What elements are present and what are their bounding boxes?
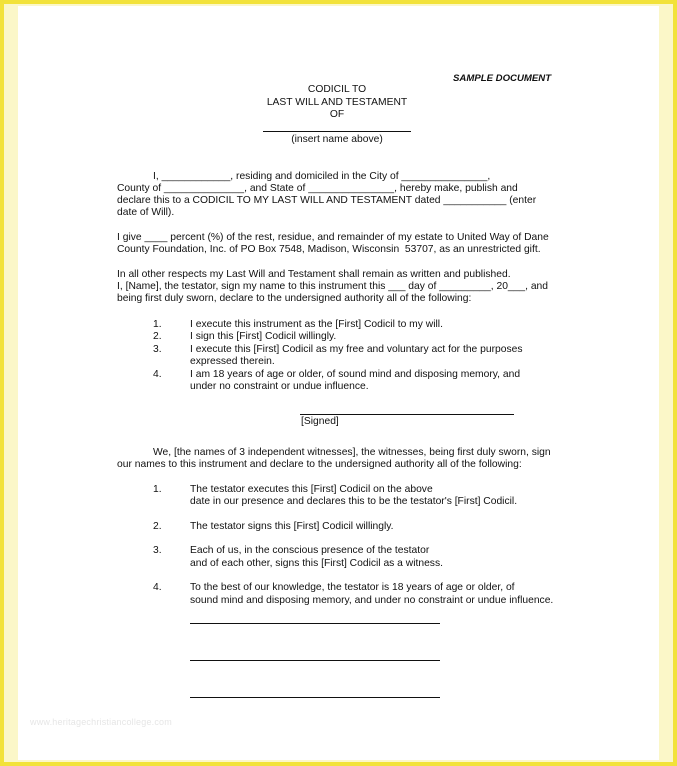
list-item-text: I sign this [First] Codicil willingly. — [190, 331, 337, 342]
intro-line-3: declare this to a CODICIL TO MY LAST WILL AND TESTAMENT dated ___________ (enter — [117, 195, 537, 206]
list-item-number: 1. — [153, 319, 162, 330]
witness-intro-line-2: our names to this instrument and declare to the undersigned authority all of the following: — [117, 459, 522, 470]
list-item-text: I execute this instrument as the [First] Codicil to my will. — [190, 319, 443, 330]
list-item-text: under no constraint or undue influence. — [190, 381, 369, 392]
list-item-text: The testator signs this [First] Codicil willingly. — [190, 521, 394, 532]
respects-line-3: being first duly sworn, declare to the undersigned authority all of the following: — [117, 293, 472, 304]
list-item-number: 4. — [153, 369, 162, 380]
gift-line-1: I give ____ percent (%) of the rest, residue, and remainder of my estate to United Way of Dane — [117, 232, 549, 243]
name-signature-line — [263, 131, 411, 132]
list-item-text: and of each other, signs this [First] Codicil as a witness. — [190, 558, 443, 569]
list-item-number: 2. — [153, 521, 162, 532]
name-caption: (insert name above) — [291, 134, 383, 145]
intro-line-2: County of ______________, and State of _______________, hereby make, publish and — [117, 183, 518, 194]
list-item-text: The testator executes this [First] Codicil on the above — [190, 484, 433, 495]
list-item-text: sound mind and disposing memory, and under no constraint or undue influence. — [190, 595, 554, 606]
intro-line-1: I, ____________, residing and domiciled in the City of _______________, — [153, 171, 491, 182]
witness-signature-line-1 — [190, 623, 440, 624]
title-line-3: OF — [329, 109, 345, 120]
testator-signature-line — [300, 414, 514, 415]
witness-intro-line-1: We, [the names of 3 independent witnesses], the witnesses, being first duly sworn, sign — [153, 447, 551, 458]
witness-signature-line-2 — [190, 660, 440, 661]
list-item-number: 1. — [153, 484, 162, 495]
respects-line-2: I, [Name], the testator, sign my name to this instrument this ___ day of _________, 20___, and — [117, 281, 549, 292]
list-item-number: 3. — [153, 545, 162, 556]
list-item-number: 3. — [153, 344, 162, 355]
watermark-text: www.heritagechristiancollege.com — [30, 717, 172, 727]
list-item-text: expressed therein. — [190, 356, 275, 367]
list-item-text: I execute this [First] Codicil as my free and voluntary act for the purposes — [190, 344, 523, 355]
respects-line-1: In all other respects my Last Will and Testament shall remain as written and published. — [117, 269, 511, 280]
list-item-number: 2. — [153, 331, 162, 342]
witness-signature-line-3 — [190, 697, 440, 698]
document-page — [18, 6, 659, 760]
list-item-number: 4. — [153, 582, 162, 593]
signed-label: [Signed] — [301, 416, 339, 427]
list-item-text: I am 18 years of age or older, of sound mind and disposing memory, and — [190, 369, 521, 380]
title-line-2: LAST WILL AND TESTAMENT — [266, 97, 408, 108]
title-line-1: CODICIL TO — [307, 84, 367, 95]
gift-line-2: County Foundation, Inc. of PO Box 7548, Madison, Wisconsin 53707, as an unrestricted gift. — [117, 244, 541, 255]
list-item-text: Each of us, in the conscious presence of the testator — [190, 545, 430, 556]
sample-document-label: SAMPLE DOCUMENT — [453, 73, 552, 84]
list-item-text: date in our presence and declares this to be the testator's [First] Codicil. — [190, 496, 518, 507]
list-item-text: To the best of our knowledge, the testator is 18 years of age or older, of — [190, 582, 515, 593]
intro-line-4: date of Will). — [117, 207, 175, 218]
